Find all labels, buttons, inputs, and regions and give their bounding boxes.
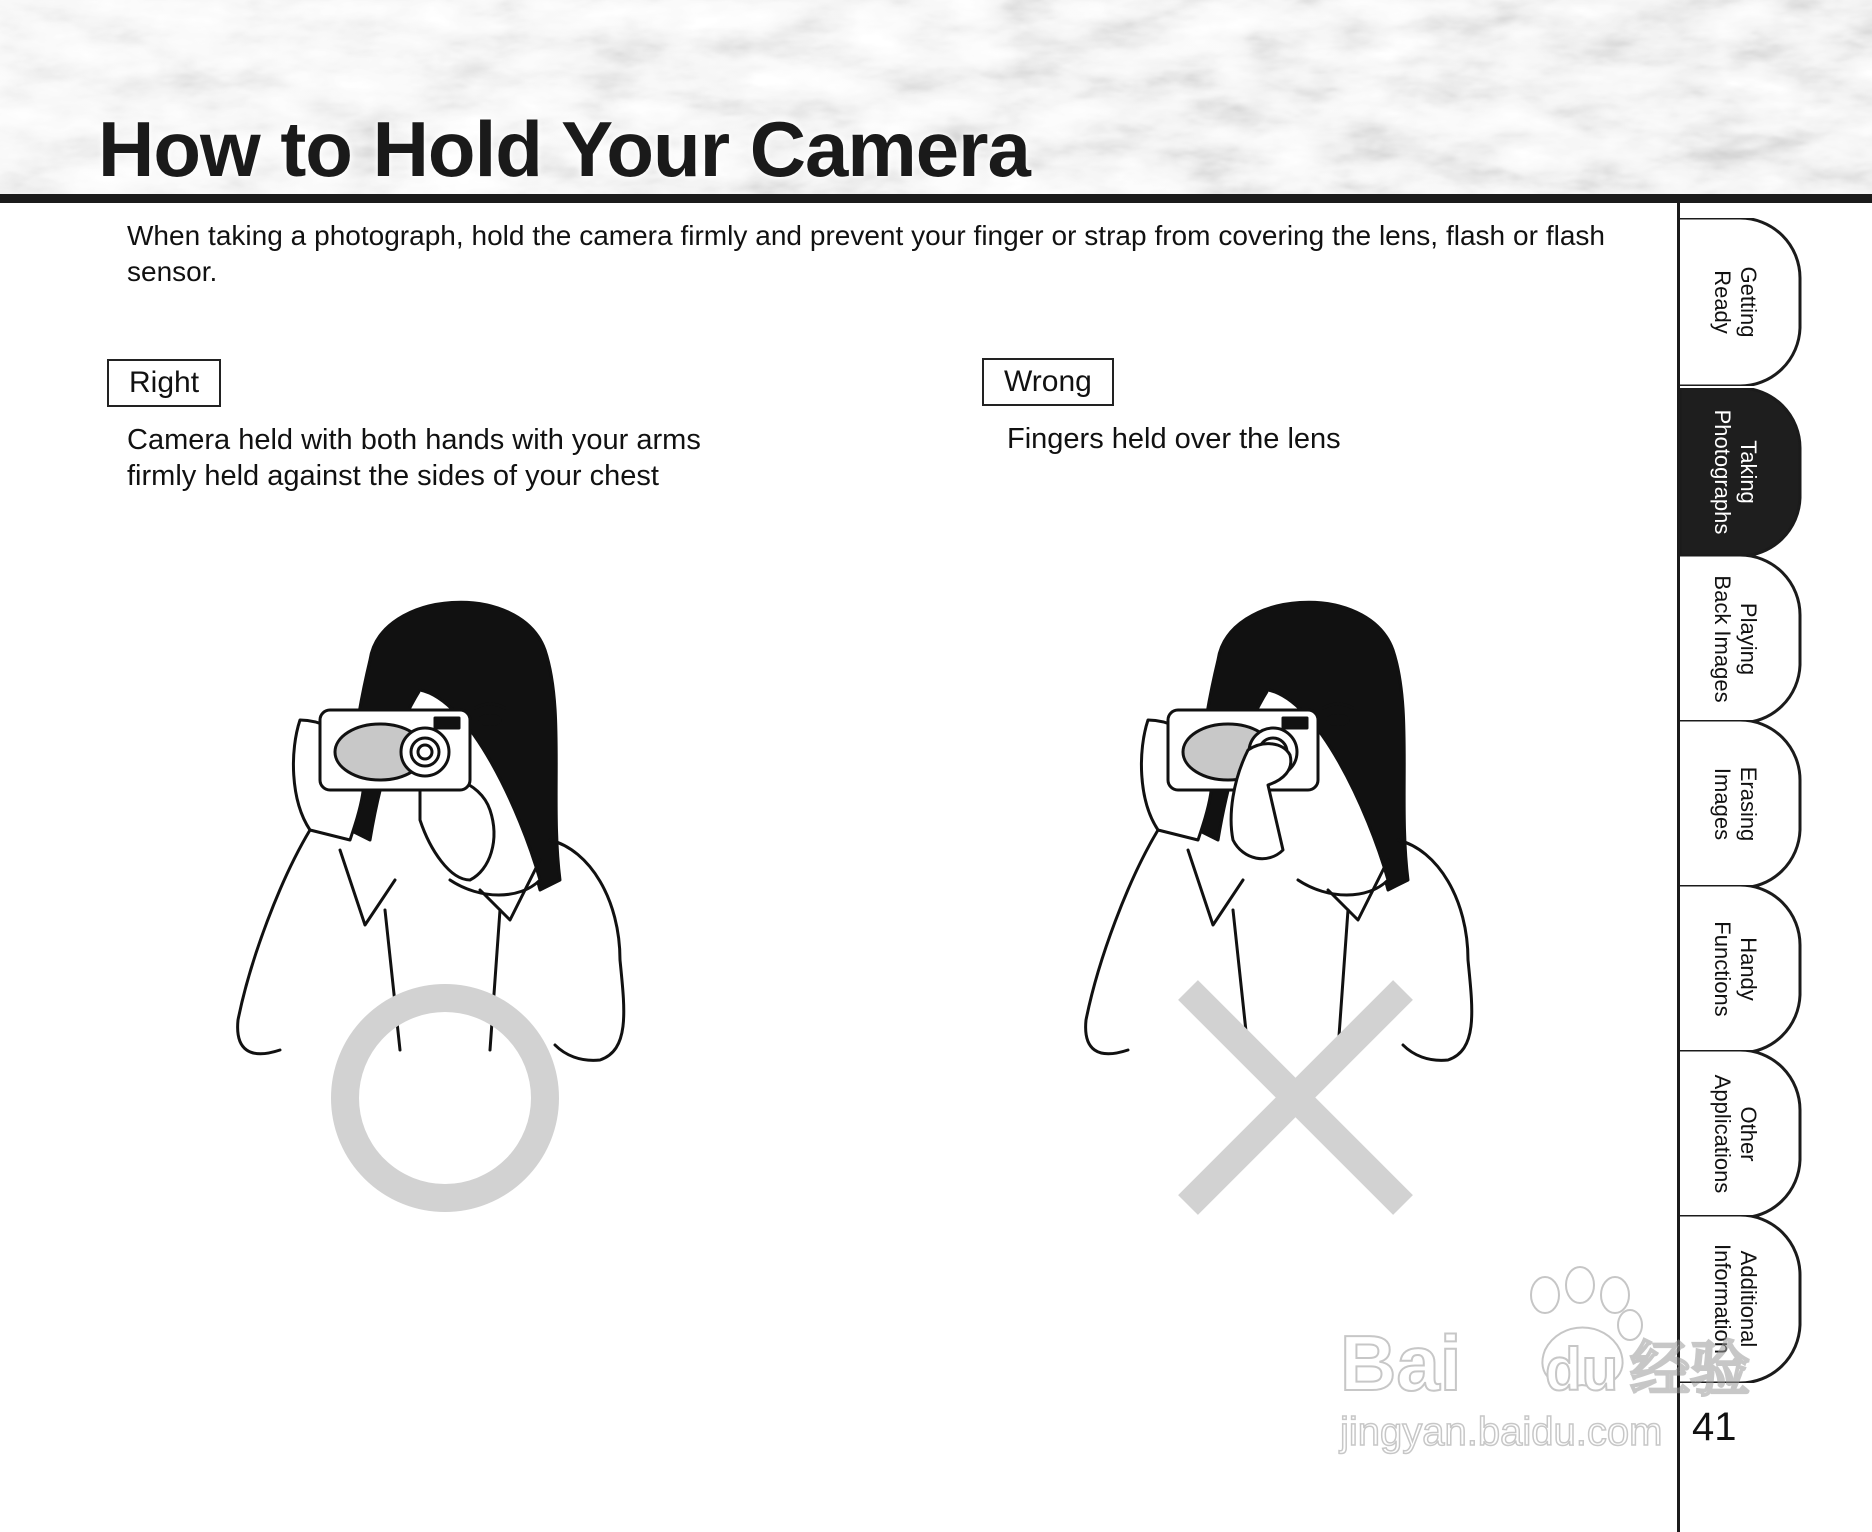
circle-mark-icon bbox=[345, 998, 545, 1198]
right-caption: Camera held with both hands with your arms firmly held against the sides of your chest bbox=[127, 424, 701, 492]
tab-taking-photographs[interactable] bbox=[1680, 388, 1804, 556]
header-rule bbox=[0, 194, 1872, 203]
tab-label: Additional Information bbox=[1710, 1243, 1761, 1355]
cross-mark-icon bbox=[1188, 990, 1403, 1205]
right-holding-illustration bbox=[220, 580, 700, 1220]
tab-label: Erasing Images bbox=[1710, 766, 1761, 842]
svg-text:Bai: Bai bbox=[1340, 1319, 1462, 1407]
page-title: How to Hold Your Camera bbox=[98, 105, 1030, 193]
svg-text:du: du bbox=[1545, 1336, 1619, 1403]
torso-outline bbox=[238, 830, 310, 1054]
tab-label: Handy Functions bbox=[1710, 921, 1761, 1017]
torso-outline bbox=[1086, 830, 1158, 1054]
tab-label: Taking Photographs bbox=[1710, 409, 1761, 535]
wrong-caption: Fingers held over the lens bbox=[1007, 423, 1341, 455]
tab-label: Getting Ready bbox=[1710, 266, 1761, 338]
wrong-holding-illustration bbox=[1068, 580, 1548, 1220]
svg-text:jingyan.baidu.com: jingyan.baidu.com bbox=[1340, 1410, 1663, 1454]
wrong-label-box: Wrong bbox=[982, 358, 1114, 406]
tab-getting-ready[interactable] bbox=[1680, 218, 1804, 386]
tab-label: Playing Back Images bbox=[1710, 575, 1761, 703]
tab-label: Other Applications bbox=[1710, 1074, 1761, 1194]
tab-playing-back-images[interactable] bbox=[1680, 555, 1804, 723]
page-number: 41 bbox=[1692, 1405, 1737, 1449]
tab-handy-functions[interactable] bbox=[1680, 885, 1804, 1053]
right-label-box: Right bbox=[107, 359, 221, 407]
tab-other-applications[interactable] bbox=[1680, 1050, 1804, 1218]
baidu-watermark-logo bbox=[1330, 1240, 1770, 1460]
intro-paragraph: When taking a photograph, hold the camera firmly and prevent your finger or strap from covering the lens, flash or flash sensor. bbox=[127, 220, 1605, 287]
svg-text:经验: 经验 bbox=[1630, 1335, 1750, 1405]
tab-erasing-images[interactable] bbox=[1680, 720, 1804, 888]
